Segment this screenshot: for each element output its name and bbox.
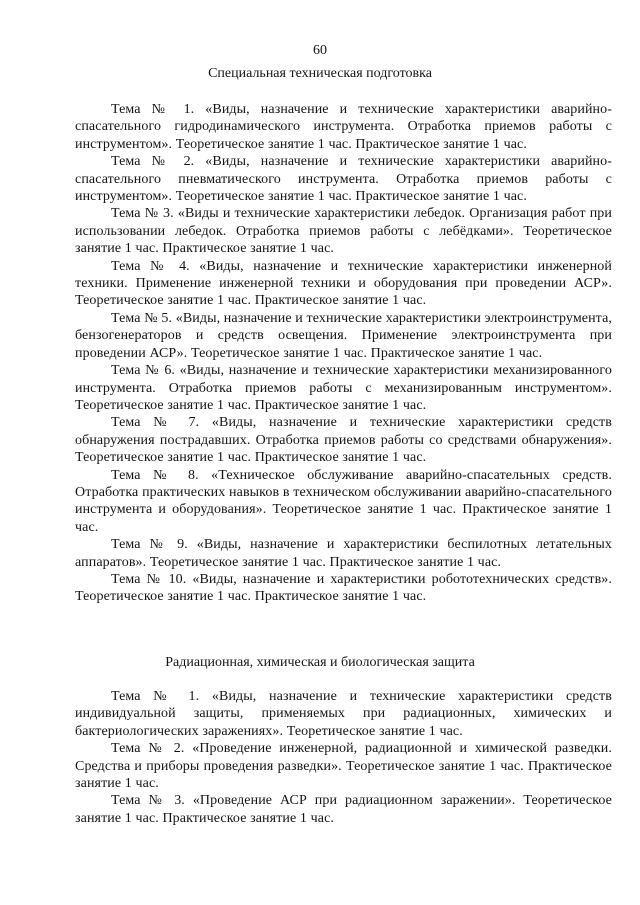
topic-list-special-technical-training <box>75 101 612 606</box>
topic-paragraph: Тема № 10. «Виды, назначение и характеристики робототехнических средств». Теоретическое занятие 1 час. Практическое занятие 1 час. <box>75 571 612 605</box>
topic-paragraph: Тема № 6. «Виды, назначение и технические характеристики механизированного инструмента. Отработка приемов работы с механизированным инструментом». Теоретическое занятие 1 час. Практическое занятие 1 час. <box>75 363 612 413</box>
section-title-rcb-protection: Радиационная, химическая и биологическая защита <box>165 655 475 670</box>
topic-paragraph: Тема № 3. «Проведение АСР при радиационном заражении». Теоретическое занятие 1 час. Практическое занятие 1 час. <box>75 793 612 826</box>
topic-paragraph: Тема № 1. «Виды, назначение и технические характеристики аварийно-спасательного гидродинамического инструмента. Отработка приемов работы с инструментом». Теоретическое занятие 1 час. Практическое занятие 1 час. <box>75 102 612 152</box>
section-title-special-technical-training: Специальная техническая подготовка <box>208 66 432 81</box>
page-number: 60 <box>313 43 327 58</box>
topic-paragraph: Тема № 9. «Виды, назначение и характеристики беспилотных летательных аппаратов». Теоретическое занятие 1 час. Практическое занятие 1 час. <box>75 537 612 570</box>
topic-paragraph: Тема № 4. «Виды, назначение и технические характеристики инженерной техники. Применение инженерной техники и оборудования при проведении АСР». Теоретическое занятие 1 час. Практическое занятие 1 час. <box>75 258 612 309</box>
topic-paragraph: Тема № 2. «Виды, назначение и технические характеристики аварийно-спасательного пневматического инструмента. Отработка приемов работы с инструментом». Теоретическое занятие 1 час. Практическое занятие 1 час. <box>75 154 612 205</box>
topic-paragraph: Тема № 7. «Виды, назначение и технические характеристики средств обнаружения пострадавших. Отработка приемов работы со средствами обнаружения». Теоретическое занятие 1 час. Практическое занятие 1 час. <box>75 415 612 466</box>
topic-paragraph: Тема № 8. «Техническое обслуживание аварийно-спасательных средств. Отработка практических навыков в техническом обслуживании аварийно-спасательного инструмента и оборудования». Теоретическое занятие 1 час. Практическое занятие 1 час. <box>75 467 612 535</box>
topic-paragraph: Тема № 5. «Виды, назначение и технические характеристики электроинструмента, бензогенераторов и средств освещения. Применение электроинструмента при проведении АСР». Теоретическое занятие 1 час. Практическое занятие 1 час. <box>75 310 612 361</box>
topic-paragraph: Тема № 2. «Проведение инженерной, радиационной и химической разведки. Средства и приборы проведения разведки». Теоретическое занятие 1 час. Практическое занятие 1 час. <box>75 741 612 792</box>
topic-paragraph: Тема № 1. «Виды, назначение и технические характеристики средств индивидуальной защиты, применяемых при радиационных, химических и бактериологических заражениях». Теоретическое занятие 1 час. <box>75 689 612 739</box>
topic-paragraph: Тема № 3. «Виды и технические характеристики лебедок. Организация работ при использовании лебедок. Отработка приемов работы с лебёдками». Теоретическое занятие 1 час. Практическое занятие 1 час. <box>75 206 612 257</box>
topic-list-rcb-protection <box>75 688 612 827</box>
